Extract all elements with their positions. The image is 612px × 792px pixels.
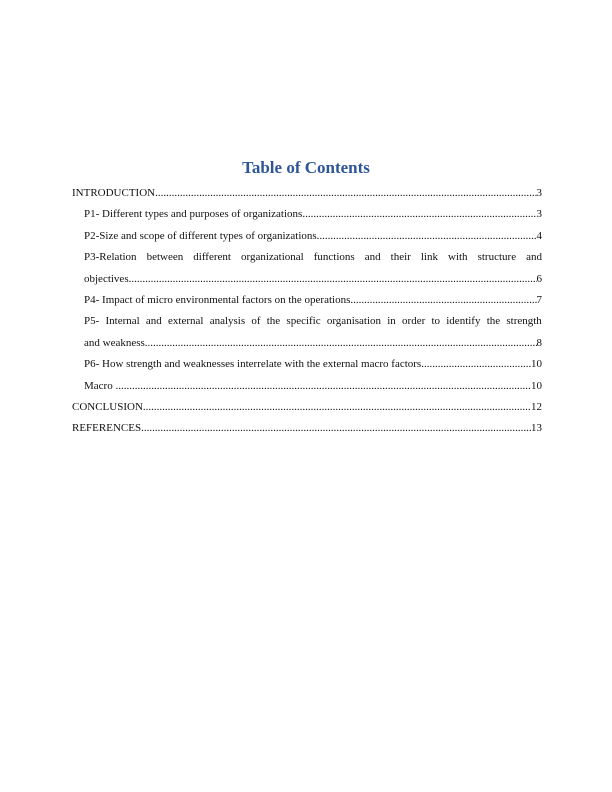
toc-page-number: 7: [536, 294, 542, 307]
toc-page-number: 10: [531, 379, 542, 392]
toc-entry-label: REFERENCES: [72, 422, 142, 435]
toc-entry-label-line1: P5- Internal and external analysis of the specific organisation in order to identify the strength: [84, 315, 542, 328]
toc-entry-label: P2-Size and scope of different types of organizations: [84, 229, 317, 242]
dot-leader: [421, 354, 531, 375]
toc-entry-introduction[interactable]: [72, 183, 542, 204]
toc-entry-p1[interactable]: [72, 204, 542, 225]
table-of-contents: [72, 183, 542, 440]
toc-entry-label-line2: objectives: [84, 272, 129, 285]
dot-leader: [350, 290, 536, 311]
toc-page-number: 6: [536, 272, 542, 285]
toc-title: Table of Contents: [242, 158, 370, 177]
toc-entry-references[interactable]: [72, 418, 542, 439]
toc-entry-p3[interactable]: [72, 247, 542, 290]
toc-entry-p5[interactable]: [72, 311, 542, 354]
toc-entry-p6[interactable]: [72, 354, 542, 375]
toc-entry-conclusion[interactable]: [72, 397, 542, 418]
toc-page-number: 8: [536, 336, 542, 349]
dot-leader: [317, 226, 537, 247]
dot-leader: [302, 204, 536, 225]
dot-leader: [129, 269, 537, 290]
toc-entry-label: Macro: [84, 379, 116, 392]
toc-entry-label-line1: P3-Relation between different organizational functions and their link with structure and: [84, 251, 542, 264]
toc-page-number: 13: [531, 422, 542, 435]
toc-entry-label-line2: and weakness: [84, 336, 145, 349]
dot-leader: [155, 183, 536, 204]
dot-leader: [143, 397, 531, 418]
toc-entry-label: INTRODUCTION: [72, 187, 156, 199]
toc-entry-macro[interactable]: [72, 376, 542, 397]
dot-leader: [115, 376, 531, 397]
toc-entry-p2[interactable]: [72, 226, 542, 247]
toc-page-number: 3: [536, 208, 542, 221]
toc-entry-label: P6- How strength and weaknesses interrelate with the external macro factors: [84, 358, 422, 371]
toc-entry-label: P1- Different types and purposes of organizations: [84, 208, 303, 221]
toc-entry-label: P4- Impact of micro environmental factors on the operations: [84, 294, 351, 307]
dot-leader: [141, 418, 531, 439]
dot-leader: [145, 333, 537, 354]
toc-page-number: 4: [536, 229, 542, 242]
toc-page-number: 12: [531, 401, 542, 414]
toc-entry-label: CONCLUSION: [72, 401, 143, 414]
toc-page-number: 10: [531, 358, 542, 371]
toc-entry-p4[interactable]: [72, 290, 542, 311]
toc-page-number: 3: [536, 187, 542, 199]
